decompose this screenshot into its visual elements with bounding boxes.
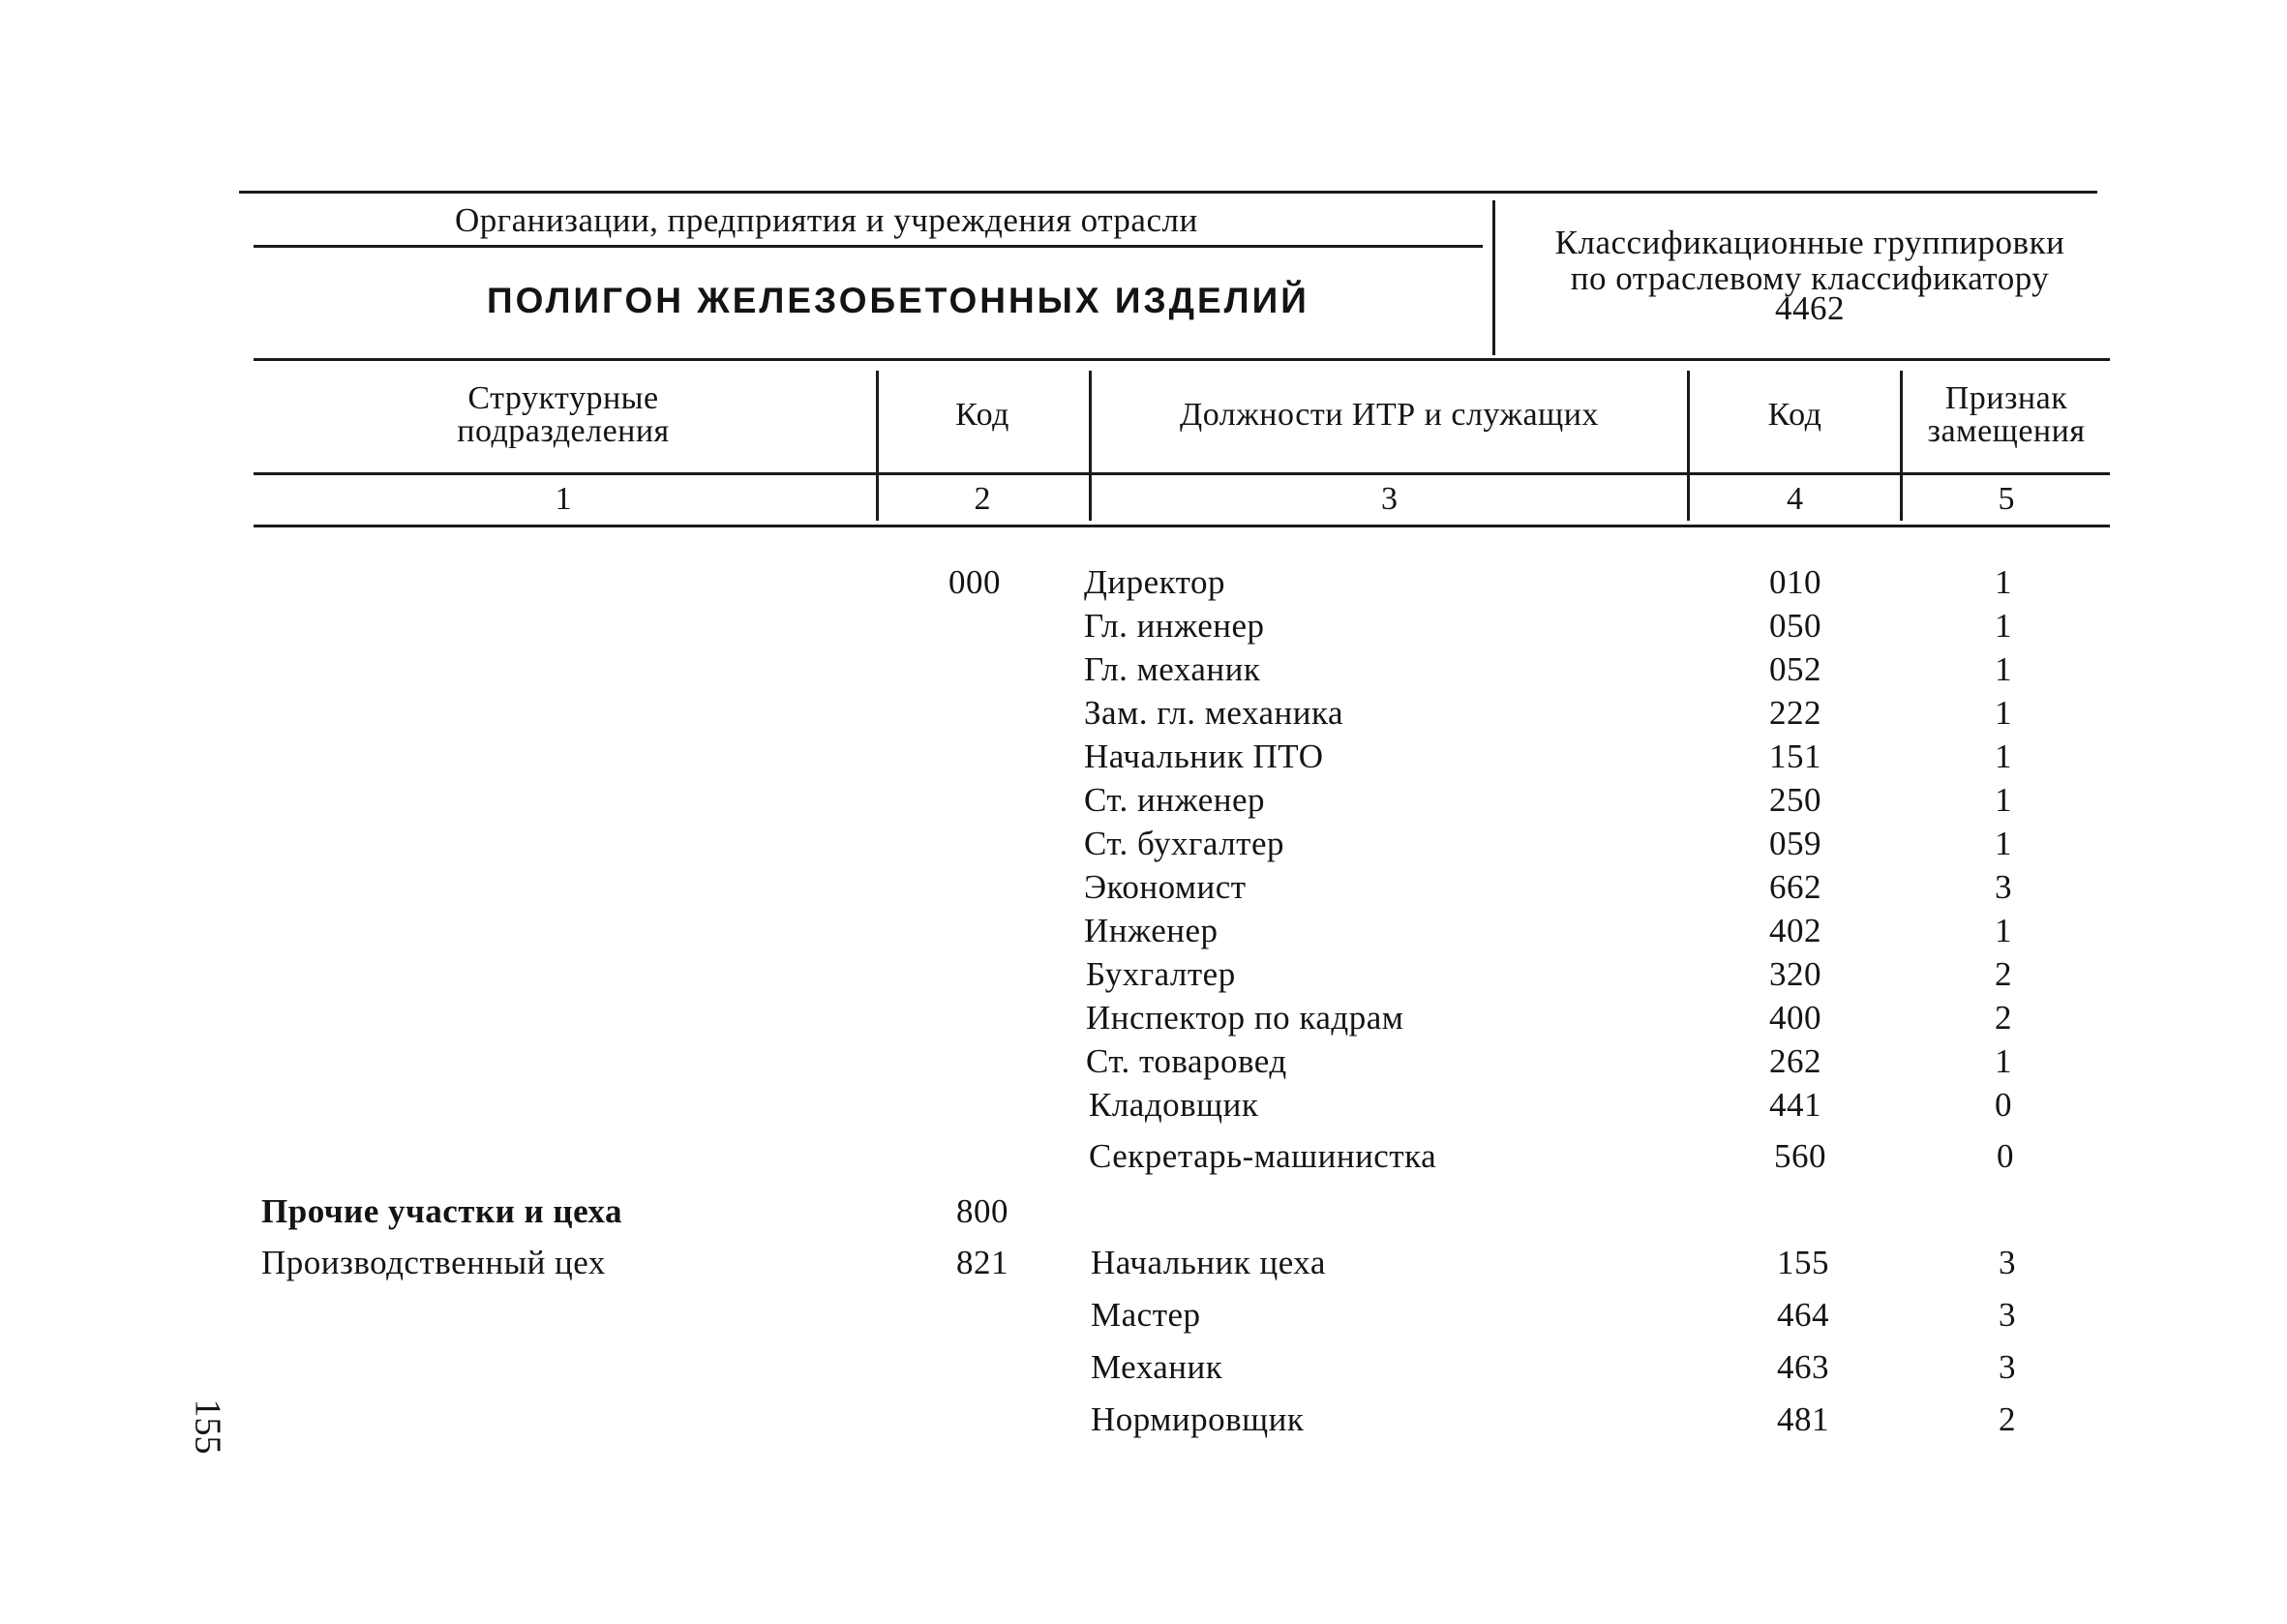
row-15-sub-code: 821 — [956, 1244, 1008, 1281]
row-15-pos-code: 155 — [1777, 1244, 1829, 1281]
row-8-position: Инженер — [1084, 912, 1219, 949]
row-18-position: Нормировщик — [1091, 1400, 1305, 1438]
classifier-code: 4462 — [1775, 289, 1845, 327]
row-4-position: Начальник ПТО — [1084, 737, 1324, 775]
row-4-sign: 1 — [1995, 737, 2012, 775]
row-6-sign: 1 — [1995, 825, 2012, 862]
col-header-subdivisions-l2: подразделения — [457, 413, 670, 449]
col-number-5: 5 — [1998, 481, 2015, 517]
classifier-block — [1510, 225, 2110, 326]
row-12-position: Кладовщик — [1089, 1086, 1259, 1124]
page-number: 155 — [187, 1398, 228, 1455]
row-13-pos-code: 560 — [1774, 1137, 1826, 1175]
col-header-positions: Должности ИТР и служащих — [1180, 397, 1599, 433]
row-17-position: Механик — [1091, 1348, 1223, 1386]
col-header-subdivisions — [254, 382, 873, 448]
row-18-sign: 2 — [1999, 1400, 2016, 1438]
row-13-sign: 0 — [1997, 1137, 2014, 1175]
col-number-1: 1 — [555, 481, 572, 517]
row-17-pos-code: 463 — [1777, 1348, 1829, 1386]
header-bottom-rule — [254, 358, 2110, 361]
org-label: Организации, предприятия и учреждения отрасли — [455, 201, 1198, 239]
col-header-rule — [254, 472, 2110, 475]
col-number-2: 2 — [974, 481, 991, 517]
row-9-position: Бухгалтер — [1086, 955, 1236, 993]
col-header-subdivisions-l1: Структурные — [467, 380, 659, 416]
org-name: ПОЛИГОН ЖЕЛЕЗОБЕТОННЫХ ИЗДЕЛИЙ — [487, 281, 1309, 320]
org-label-rule — [254, 245, 1483, 248]
col-header-sign-l1: Признак — [1944, 380, 2068, 416]
row-14-sub-code: 800 — [956, 1192, 1008, 1230]
row-17-sign: 3 — [1999, 1348, 2016, 1386]
col-number-4: 4 — [1787, 481, 1803, 517]
row-0-position: Директор — [1084, 563, 1226, 601]
row-16-pos-code: 464 — [1777, 1296, 1829, 1334]
row-12-pos-code: 441 — [1769, 1086, 1821, 1124]
row-5-pos-code: 250 — [1769, 781, 1821, 819]
row-14-subdivision: Прочие участки и цеха — [261, 1192, 622, 1230]
col-header-sign — [1903, 382, 2110, 448]
row-12-sign: 0 — [1995, 1086, 2012, 1124]
row-3-pos-code: 222 — [1769, 694, 1821, 732]
row-16-sign: 3 — [1999, 1296, 2016, 1334]
row-4-pos-code: 151 — [1769, 737, 1821, 775]
row-7-pos-code: 662 — [1769, 868, 1821, 906]
row-10-position: Инспектор по кадрам — [1086, 999, 1404, 1037]
row-6-pos-code: 059 — [1769, 825, 1821, 862]
row-10-sign: 2 — [1995, 999, 2012, 1037]
col-header-sign-l2: замещения — [1927, 413, 2086, 449]
row-8-pos-code: 402 — [1769, 912, 1821, 949]
row-9-pos-code: 320 — [1769, 955, 1821, 993]
row-10-pos-code: 400 — [1769, 999, 1821, 1037]
row-8-sign: 1 — [1995, 912, 2012, 949]
col-number-3: 3 — [1381, 481, 1398, 517]
classifier-line1: Классификационные группировки — [1554, 224, 2065, 261]
row-5-sign: 1 — [1995, 781, 2012, 819]
col-number-rule — [254, 525, 2110, 527]
row-2-pos-code: 052 — [1769, 650, 1821, 688]
row-9-sign: 2 — [1995, 955, 2012, 993]
row-15-position: Начальник цеха — [1091, 1244, 1326, 1281]
row-15-subdivision: Производственный цех — [261, 1244, 606, 1281]
header-divider — [1492, 200, 1495, 355]
row-7-position: Экономист — [1084, 868, 1247, 906]
row-13-position: Секретарь-машинистка — [1089, 1137, 1437, 1175]
row-0-pos-code: 010 — [1769, 563, 1821, 601]
row-0-sign: 1 — [1995, 563, 2012, 601]
row-11-sign: 1 — [1995, 1042, 2012, 1080]
row-5-position: Ст. инженер — [1084, 781, 1266, 819]
row-3-position: Зам. гл. механика — [1084, 694, 1344, 732]
row-1-position: Гл. инженер — [1084, 607, 1265, 645]
row-15-sign: 3 — [1999, 1244, 2016, 1281]
row-6-position: Ст. бухгалтер — [1084, 825, 1285, 862]
row-2-sign: 1 — [1995, 650, 2012, 688]
top-rule — [239, 191, 2097, 194]
classifier-line2: по отраслевому классификатору — [1570, 259, 2050, 297]
row-3-sign: 1 — [1995, 694, 2012, 732]
row-1-sign: 1 — [1995, 607, 2012, 645]
row-11-pos-code: 262 — [1769, 1042, 1821, 1080]
row-11-position: Ст. товаровед — [1086, 1042, 1287, 1080]
row-7-sign: 3 — [1995, 868, 2012, 906]
row-0-sub-code: 000 — [948, 563, 1001, 601]
col-header-sub-code: Код — [955, 397, 1009, 433]
row-18-pos-code: 481 — [1777, 1400, 1829, 1438]
row-2-position: Гл. механик — [1084, 650, 1261, 688]
col-header-pos-code: Код — [1767, 397, 1822, 433]
row-1-pos-code: 050 — [1769, 607, 1821, 645]
row-16-position: Мастер — [1091, 1296, 1201, 1334]
